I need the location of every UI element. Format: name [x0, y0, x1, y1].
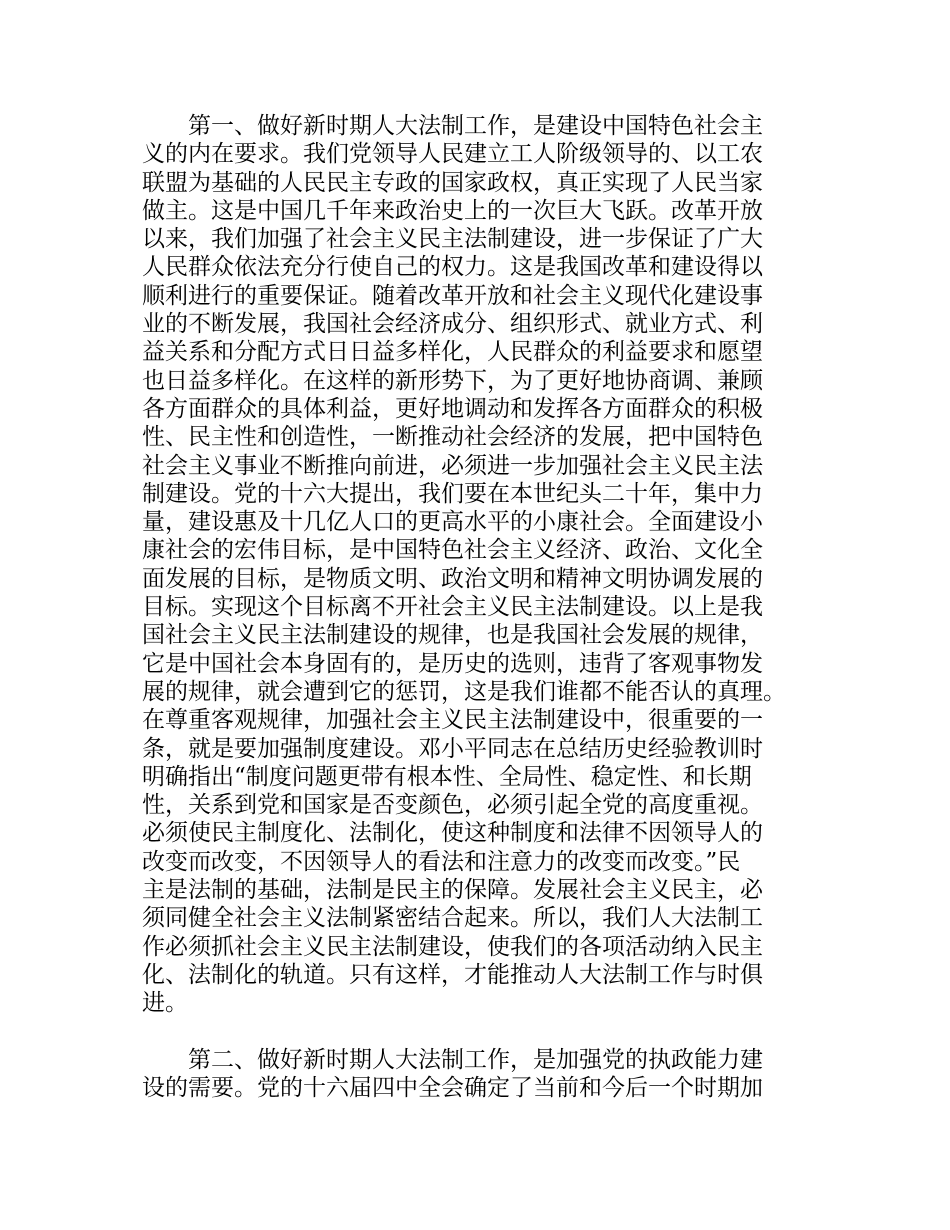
text-line: 也日益多样化。在这样的新形势下，为了更好地协商调、兼顾	[142, 367, 763, 394]
text-line: 人民群众依法充分行使自己的权力。这是我国改革和建设得以	[142, 254, 763, 281]
text-line: 作必须抓社会主义民主法制建设，使我们的各项活动纳入民主	[142, 933, 763, 960]
text-line: 社会主义事业不断推向前进，必须进一步加强社会主义民主法	[142, 452, 763, 479]
text-line: 性，关系到党和国家是否变颜色，必须引起全党的高度重视。	[142, 792, 763, 819]
text-line: 联盟为基础的人民民主专政的国家政权，真正实现了人民当家	[142, 169, 763, 196]
text-line: 益关系和分配方式日日益多样化，人民群众的利益要求和愿望	[142, 339, 763, 366]
text-line: 制建设。党的十六大提出，我们要在本世纪头二十年，集中力	[142, 480, 763, 507]
text-line: 各方面群众的具体利益，更好地调动和发挥各方面群众的积极	[142, 395, 763, 422]
text-line: 第一、做好新时期人大法制工作，是建设中国特色社会主	[142, 113, 763, 139]
text-line: 康社会的宏伟目标，是中国特色社会主义经济、政治、文化全	[142, 537, 763, 564]
text-line: 在尊重客观规律，加强社会主义民主法制建设中，很重要的一	[142, 707, 763, 734]
text-line: 化、法制化的轨道。只有这样，才能推动人大法制工作与时俱	[142, 961, 763, 988]
text-line: 目标。实现这个目标离不开社会主义民主法制建设。以上是我	[142, 594, 763, 621]
text-line: 设的需要。党的十六届四中全会确定了当前和今后一个时期加	[142, 1075, 763, 1102]
paragraph-2	[142, 1046, 822, 1103]
text-line: 第二、做好新时期人大法制工作，是加强党的执政能力建	[142, 1046, 763, 1073]
document-page	[142, 112, 822, 1102]
text-line: 做主。这是中国几千年来政治史上的一次巨大飞跃。改革开放	[142, 197, 763, 224]
text-line: 以来，我们加强了社会主义民主法制建设，进一步保证了广大	[142, 226, 763, 253]
text-line: 它是中国社会本身固有的，是历史的选则，违背了客观事物发	[142, 650, 763, 677]
text-line: 改变而改变，不因领导人的看法和注意力的改变而改变。”民	[142, 848, 741, 875]
text-line: 面发展的目标，是物质文明、政治文明和精神文明协调发展的	[142, 565, 763, 592]
paragraph-1	[142, 112, 822, 1018]
text-line: 国社会主义民主法制建设的规律，也是我国社会发展的规律，	[142, 622, 763, 649]
text-line: 主是法制的基础，法制是民主的保障。发展社会主义民主，必	[142, 877, 763, 904]
text-line: 明确指出“制度问题更带有根本性、全局性、稳定性、和长期	[142, 763, 752, 790]
text-line: 业的不断发展，我国社会经济成分、组织形式、就业方式、利	[142, 311, 763, 338]
text-line: 量，建设惠及十几亿人口的更高水平的小康社会。全面建设小	[142, 509, 763, 536]
text-line: 性、民主性和创造性，一断推动社会经济的发展，把中国特色	[142, 424, 763, 451]
text-line: 义的内在要求。我们党领导人民建立工人阶级领导的、以工农	[142, 141, 763, 168]
text-line: 必须使民主制度化、法制化，使这种制度和法律不因领导人的	[142, 820, 763, 847]
paragraph-spacer	[142, 1018, 822, 1046]
text-line: 条，就是要加强制度建设。邓小平同志在总结历史经验教训时	[142, 735, 763, 762]
text-line: 顺利进行的重要保证。随着改革开放和社会主义现代化建设事	[142, 282, 763, 309]
text-line: 展的规律，就会遭到它的惩罚，这是我们谁都不能否认的真理。	[142, 678, 786, 705]
text-line: 进。	[142, 990, 188, 1017]
text-line: 须同健全社会主义法制紧密结合起来。所以，我们人大法制工	[142, 905, 763, 932]
